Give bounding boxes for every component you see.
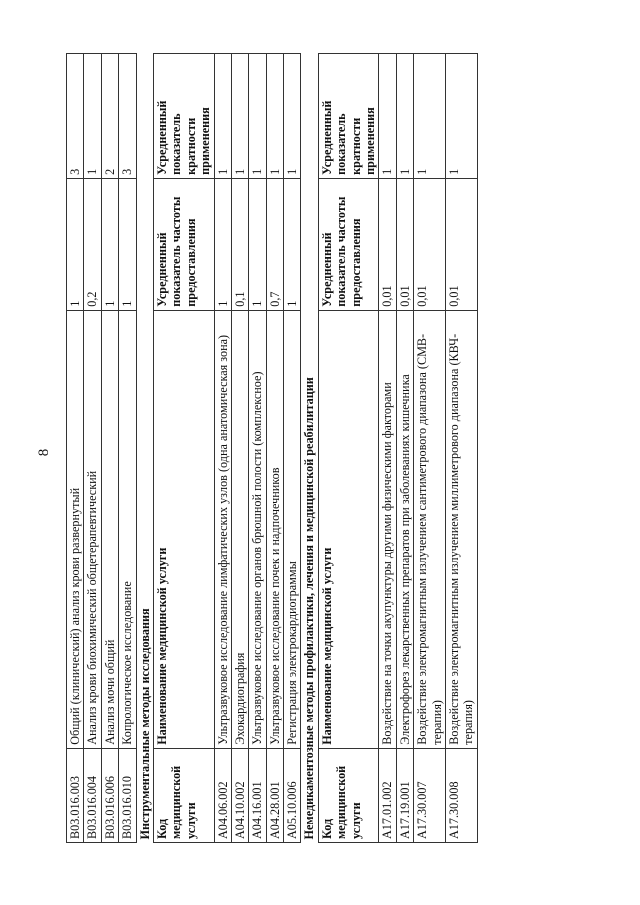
multiplicity-value: 1: [266, 54, 283, 179]
service-code: A04.16.001: [249, 748, 266, 842]
table-row: [284, 54, 301, 843]
service-name: Воздействие на точки акупунктуры другими физическими факторами: [379, 310, 396, 748]
frequency-value: 1: [67, 178, 84, 310]
table-row: [266, 54, 283, 843]
table-row: [396, 54, 413, 843]
multiplicity-value: 1: [284, 54, 301, 179]
section-heading-row: [136, 54, 153, 843]
multiplicity-value: 1: [231, 54, 248, 179]
table-row: [119, 54, 136, 843]
multiplicity-value: 3: [119, 54, 136, 179]
service-code: A17.19.001: [396, 748, 413, 842]
service-code: B03.016.003: [67, 748, 84, 842]
frequency-value: 0,1: [231, 178, 248, 310]
service-name: Регистрация электрокардиограммы: [284, 310, 301, 748]
header-name: Наименование медицинской услуги: [318, 310, 379, 748]
service-code: B03.016.006: [101, 748, 118, 842]
multiplicity-value: 3: [67, 54, 84, 179]
service-name: Эхокардиография: [231, 310, 248, 748]
section-title-nonmedical: Немедикаментозные методы профилактики, лечения и медицинской реабилитации: [301, 54, 318, 843]
frequency-value: 0,01: [396, 178, 413, 310]
multiplicity-value: 1: [84, 54, 101, 179]
header-frequency: Усредненный показатель частоты предоставления: [318, 178, 379, 310]
frequency-value: 1: [214, 178, 231, 310]
service-name: Копрологическое исследование: [119, 310, 136, 748]
header-multiplicity: Усредненный показатель кратности применения: [153, 54, 214, 179]
multiplicity-value: 2: [101, 54, 118, 179]
header-code: Код медицинской услуги: [318, 748, 379, 842]
service-code: A04.06.002: [214, 748, 231, 842]
table-row: [249, 54, 266, 843]
table-row: [84, 54, 101, 843]
service-name: Ультразвуковое исследование почек и надпочечников: [266, 310, 283, 748]
service-name: Ультразвуковое исследование органов брюшной полости (комплексное): [249, 310, 266, 748]
service-name: Электрофорез лекарственных препаратов при заболеваниях кишечника: [396, 310, 413, 748]
frequency-value: 1: [284, 178, 301, 310]
service-code: A04.10.002: [231, 748, 248, 842]
frequency-value: 0,01: [414, 178, 446, 310]
frequency-value: 0,01: [445, 178, 477, 310]
multiplicity-value: 1: [445, 54, 477, 179]
multiplicity-value: 1: [249, 54, 266, 179]
table-header-row: [318, 54, 379, 843]
service-code: B03.016.004: [84, 748, 101, 842]
table-row: [101, 54, 118, 843]
table-row: [414, 54, 446, 843]
frequency-value: 0,2: [84, 178, 101, 310]
header-code: Код медицинской услуги: [153, 748, 214, 842]
service-name: Воздействие электромагнитным излучением миллиметрового диапазона (КВЧ-терапия): [445, 310, 477, 748]
service-name: Общий (клинический) анализ крови развернутый: [67, 310, 84, 748]
service-code: A17.01.002: [379, 748, 396, 842]
section-title-instrumental: Инструментальные методы исследования: [136, 54, 153, 843]
service-name: Ультразвуковое исследование лимфатических узлов (одна анатомическая зона): [214, 310, 231, 748]
service-code: A04.28.001: [266, 748, 283, 842]
frequency-value: 0,7: [266, 178, 283, 310]
header-frequency: Усредненный показатель частоты предоставления: [153, 178, 214, 310]
multiplicity-value: 1: [214, 54, 231, 179]
table-row: [231, 54, 248, 843]
service-name: Анализ крови биохимический общетерапевтический: [84, 310, 101, 748]
frequency-value: 0,01: [379, 178, 396, 310]
service-name: Анализ мочи общий: [101, 310, 118, 748]
page-number: 8: [36, 448, 52, 457]
service-code: A05.10.006: [284, 748, 301, 842]
multiplicity-value: 1: [414, 54, 446, 179]
table-row: [214, 54, 231, 843]
services-table: [66, 53, 478, 843]
frequency-value: 1: [249, 178, 266, 310]
header-multiplicity: Усредненный показатель кратности применения: [318, 54, 379, 179]
table-row: [445, 54, 477, 843]
multiplicity-value: 1: [396, 54, 413, 179]
table-header-row: [153, 54, 214, 843]
frequency-value: 1: [101, 178, 118, 310]
service-code: A17.30.008: [445, 748, 477, 842]
section-heading-row: [301, 54, 318, 843]
service-code: B03.016.010: [119, 748, 136, 842]
service-name: Воздействие электромагнитным излучением сантиметрового диапазона (СМВ-терапия): [414, 310, 446, 748]
frequency-value: 1: [119, 178, 136, 310]
multiplicity-value: 1: [379, 54, 396, 179]
header-name: Наименование медицинской услуги: [153, 310, 214, 748]
table-row: [67, 54, 84, 843]
table-row: [379, 54, 396, 843]
service-code: A17.30.007: [414, 748, 446, 842]
